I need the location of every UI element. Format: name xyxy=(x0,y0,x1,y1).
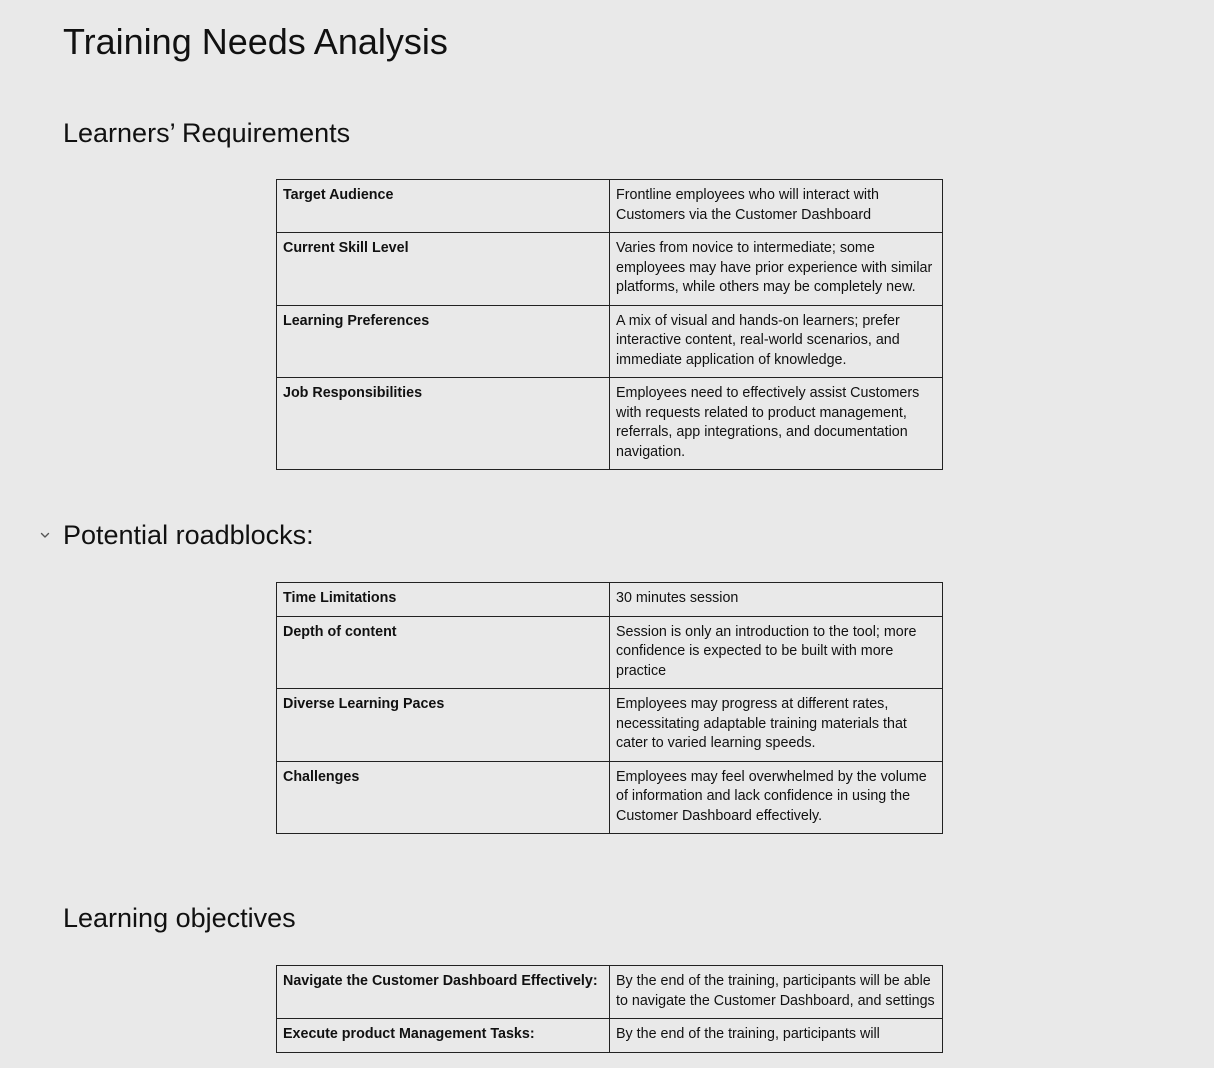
row-value: By the end of the training, participants will xyxy=(610,1019,943,1053)
table-row xyxy=(277,761,943,834)
row-value: 30 minutes session xyxy=(610,583,943,617)
table-row xyxy=(277,378,943,470)
row-label: Learning Preferences xyxy=(277,305,610,378)
row-label: Execute product Management Tasks: xyxy=(277,1019,610,1053)
row-label: Job Responsibilities xyxy=(277,378,610,470)
potential-roadblocks-table xyxy=(276,582,943,834)
table-row xyxy=(277,180,943,233)
row-value: Employees need to effectively assist Customers with requests related to product management, referrals, app integrations, and documentation navigation. xyxy=(610,378,943,470)
table-row xyxy=(277,966,943,1019)
document-title: Training Needs Analysis xyxy=(63,21,448,62)
table-row xyxy=(277,233,943,306)
learning-objectives-table xyxy=(276,965,943,1053)
row-value: Employees may feel overwhelmed by the volume of information and lack confidence in using the Customer Dashboard effectively. xyxy=(610,761,943,834)
row-value: Employees may progress at different rates, necessitating adaptable training materials that cater to varied learning speeds. xyxy=(610,689,943,762)
row-label: Time Limitations xyxy=(277,583,610,617)
chevron-down-icon[interactable] xyxy=(37,527,53,543)
table-row xyxy=(277,616,943,689)
table-row xyxy=(277,305,943,378)
table-row xyxy=(277,689,943,762)
learners-requirements-table xyxy=(276,179,943,470)
table-row xyxy=(277,583,943,617)
row-label: Current Skill Level xyxy=(277,233,610,306)
table-row xyxy=(277,1019,943,1053)
row-value: Varies from novice to intermediate; some employees may have prior experience with similar platforms, while others may be completely new. xyxy=(610,233,943,306)
row-value: A mix of visual and hands-on learners; prefer interactive content, real-world scenarios, and immediate application of knowledge. xyxy=(610,305,943,378)
row-label: Depth of content xyxy=(277,616,610,689)
learners-requirements-heading: Learners’ Requirements xyxy=(63,118,351,148)
row-value: Frontline employees who will interact with Customers via the Customer Dashboard xyxy=(610,180,943,233)
potential-roadblocks-heading: Potential roadblocks: xyxy=(63,520,314,550)
row-label: Target Audience xyxy=(277,180,610,233)
row-label: Navigate the Customer Dashboard Effectively: xyxy=(277,966,610,1019)
row-label: Diverse Learning Paces xyxy=(277,689,610,762)
learning-objectives-heading: Learning objectives xyxy=(63,903,296,933)
row-label: Challenges xyxy=(277,761,610,834)
row-value: Session is only an introduction to the tool; more confidence is expected to be built with more practice xyxy=(610,616,943,689)
row-value: By the end of the training, participants will be able to navigate the Customer Dashboard, and settings xyxy=(610,966,943,1019)
